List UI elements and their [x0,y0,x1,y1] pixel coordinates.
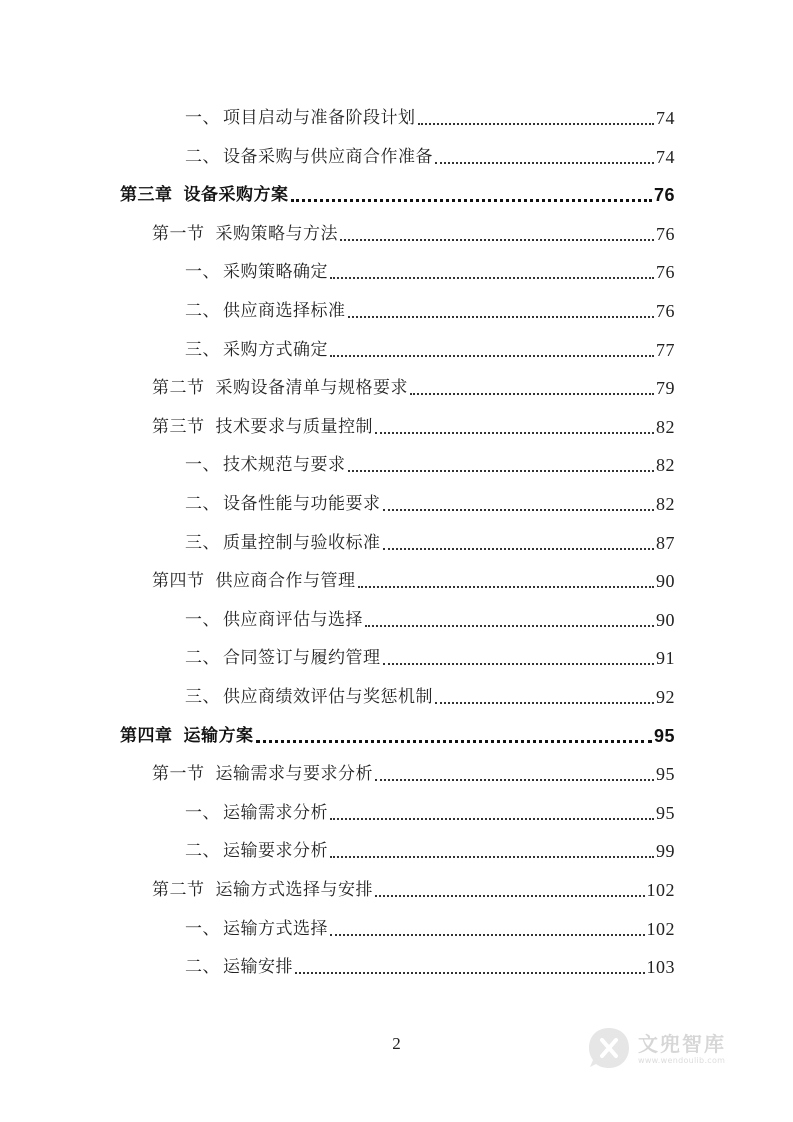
dot-leader [383,509,655,511]
toc-entry-number: 一、 [185,108,220,128]
toc-section-entry[interactable] [152,217,675,245]
toc-section-entry[interactable] [152,757,675,785]
page-number: 2 [392,1034,401,1053]
toc-entry-page: 76 [656,301,675,321]
toc-entry-number: 三、 [185,339,220,360]
dot-leader [330,355,654,357]
toc-entry-number: 二、 [185,648,220,669]
toc-entry-number: 一、 [185,609,220,630]
toc-entry-title: 采购设备清单与规格要求 [215,378,408,399]
toc-entry-number: 一、 [185,455,220,476]
toc-subsection-entry[interactable] [185,255,675,283]
toc-chapter-entry[interactable] [120,719,675,747]
toc-entry-number: 一、 [185,918,220,939]
dot-leader [340,239,654,241]
dot-leader [291,199,652,202]
toc-entry-title: 技术要求与质量控制 [215,416,373,437]
toc-entry-page: 74 [656,146,675,167]
dot-leader [330,818,654,820]
toc-subsection-entry[interactable] [185,603,675,631]
watermark-logo-icon [586,1025,632,1071]
toc-entry-number: 一、 [185,262,220,283]
dot-leader [256,740,652,743]
toc-entry-number: 二、 [185,494,220,514]
toc-entry-title: 合同签订与履约管理 [223,648,381,669]
toc-subsection-entry[interactable] [185,487,675,515]
toc-entry-number: 第一节 [152,764,205,785]
dot-leader [295,972,645,974]
dot-leader [375,432,654,434]
toc-entry-title: 运输方式选择 [223,918,328,939]
dot-leader [375,779,654,781]
toc-entry-number: 二、 [185,841,220,862]
toc-entry-page: 90 [656,609,675,630]
dot-leader [365,625,654,627]
toc-entry-number: 第二节 [152,880,205,900]
toc-entry-title: 质量控制与验收标准 [223,532,381,553]
toc-entry-title: 供应商选择标准 [223,301,346,321]
toc-entry-title: 采购方式确定 [223,339,328,360]
dot-leader [435,702,654,704]
toc-chapter-entry[interactable] [120,178,675,206]
toc-entry-page: 79 [656,378,675,399]
toc-subsection-entry[interactable] [185,834,675,862]
toc-entry-title: 运输方式选择与安排 [215,880,373,900]
toc-entry-page: 76 [653,185,675,206]
toc-entry-page: 77 [656,339,675,360]
dot-leader [330,934,645,936]
toc-entry-title: 采购策略与方法 [215,223,338,244]
toc-subsection-entry[interactable] [185,101,675,129]
toc-entry-number: 第三章 [120,185,173,206]
dot-leader [348,316,655,318]
toc-subsection-entry[interactable] [185,680,675,708]
toc-entry-title: 设备采购与供应商合作准备 [223,146,433,167]
toc-subsection-entry[interactable] [185,796,675,824]
toc-subsection-entry[interactable] [185,950,675,978]
toc-subsection-entry[interactable] [185,912,675,940]
dot-leader [375,895,645,897]
toc-entry-page: 103 [646,957,675,978]
toc-entry-page: 95 [656,764,675,785]
toc-subsection-entry[interactable] [185,641,675,669]
toc-entry-page: 87 [656,532,675,553]
toc-entry-page: 76 [656,223,675,244]
toc-entry-title: 设备采购方案 [183,185,289,206]
toc-entry-page: 102 [646,918,675,939]
toc-entry-title: 运输要求分析 [223,841,328,862]
toc-entry-number: 三、 [185,532,220,553]
dot-leader [418,123,655,125]
watermark-title: 文兜智库 [638,1031,726,1056]
dot-leader [383,548,655,550]
toc-section-entry[interactable] [152,371,675,399]
toc-entry-number: 二、 [185,301,220,321]
toc-subsection-entry[interactable] [185,140,675,168]
toc-entry-number: 第四章 [120,725,173,746]
toc-entry-page: 82 [656,416,675,437]
dot-leader [348,470,655,472]
toc-entry-title: 供应商评估与选择 [223,609,363,630]
toc-entry-number: 第四节 [152,571,205,592]
toc-entry-title: 运输方案 [183,725,254,746]
toc-section-entry[interactable] [152,410,675,438]
toc-entry-number: 二、 [185,146,220,167]
toc-entry-number: 第二节 [152,378,205,399]
toc-entry-page: 82 [656,455,675,476]
toc-entry-page: 95 [656,802,675,823]
toc-entry-title: 供应商绩效评估与奖惩机制 [223,687,433,707]
toc-entry-number: 一、 [185,802,220,823]
toc-entry-page: 82 [656,494,675,514]
toc-entry-number: 三、 [185,687,220,707]
toc-entry-number: 二、 [185,957,220,978]
toc-entry-number: 第一节 [152,223,205,244]
toc-entry-page: 92 [656,687,675,707]
toc-entry-title: 设备性能与功能要求 [223,494,381,514]
toc-entry-title: 技术规范与要求 [223,455,346,476]
toc-entry-page: 74 [656,108,675,128]
toc-subsection-entry[interactable] [185,333,675,361]
toc-entry-page: 91 [656,648,675,669]
toc-section-entry[interactable] [152,564,675,592]
toc-entry-title: 运输需求分析 [223,802,328,823]
toc-entry-title: 项目启动与准备阶段计划 [223,108,416,128]
dot-leader [330,277,654,279]
toc-entry-title: 运输安排 [223,957,293,978]
toc-entry-title: 供应商合作与管理 [215,571,356,592]
dot-leader [330,856,654,858]
watermark [586,1018,756,1078]
toc-subsection-entry[interactable] [185,294,675,322]
toc-entry-page: 102 [646,880,675,900]
watermark-url: www.wendoulib.com [638,1055,726,1065]
toc-entry-page: 99 [656,841,675,862]
toc-entry-number: 第三节 [152,416,205,437]
toc-entry-page: 76 [656,262,675,283]
toc-entry-title: 采购策略确定 [223,262,328,283]
dot-leader [410,393,654,395]
dot-leader [435,162,654,164]
toc-entry-title: 运输需求与要求分析 [215,764,373,785]
dot-leader [383,663,655,665]
toc-section-entry[interactable] [152,873,675,901]
toc-subsection-entry[interactable] [185,448,675,476]
toc-entry-page: 90 [656,571,675,592]
toc-subsection-entry[interactable] [185,526,675,554]
dot-leader [358,586,655,588]
toc-entry-page: 95 [653,725,675,746]
